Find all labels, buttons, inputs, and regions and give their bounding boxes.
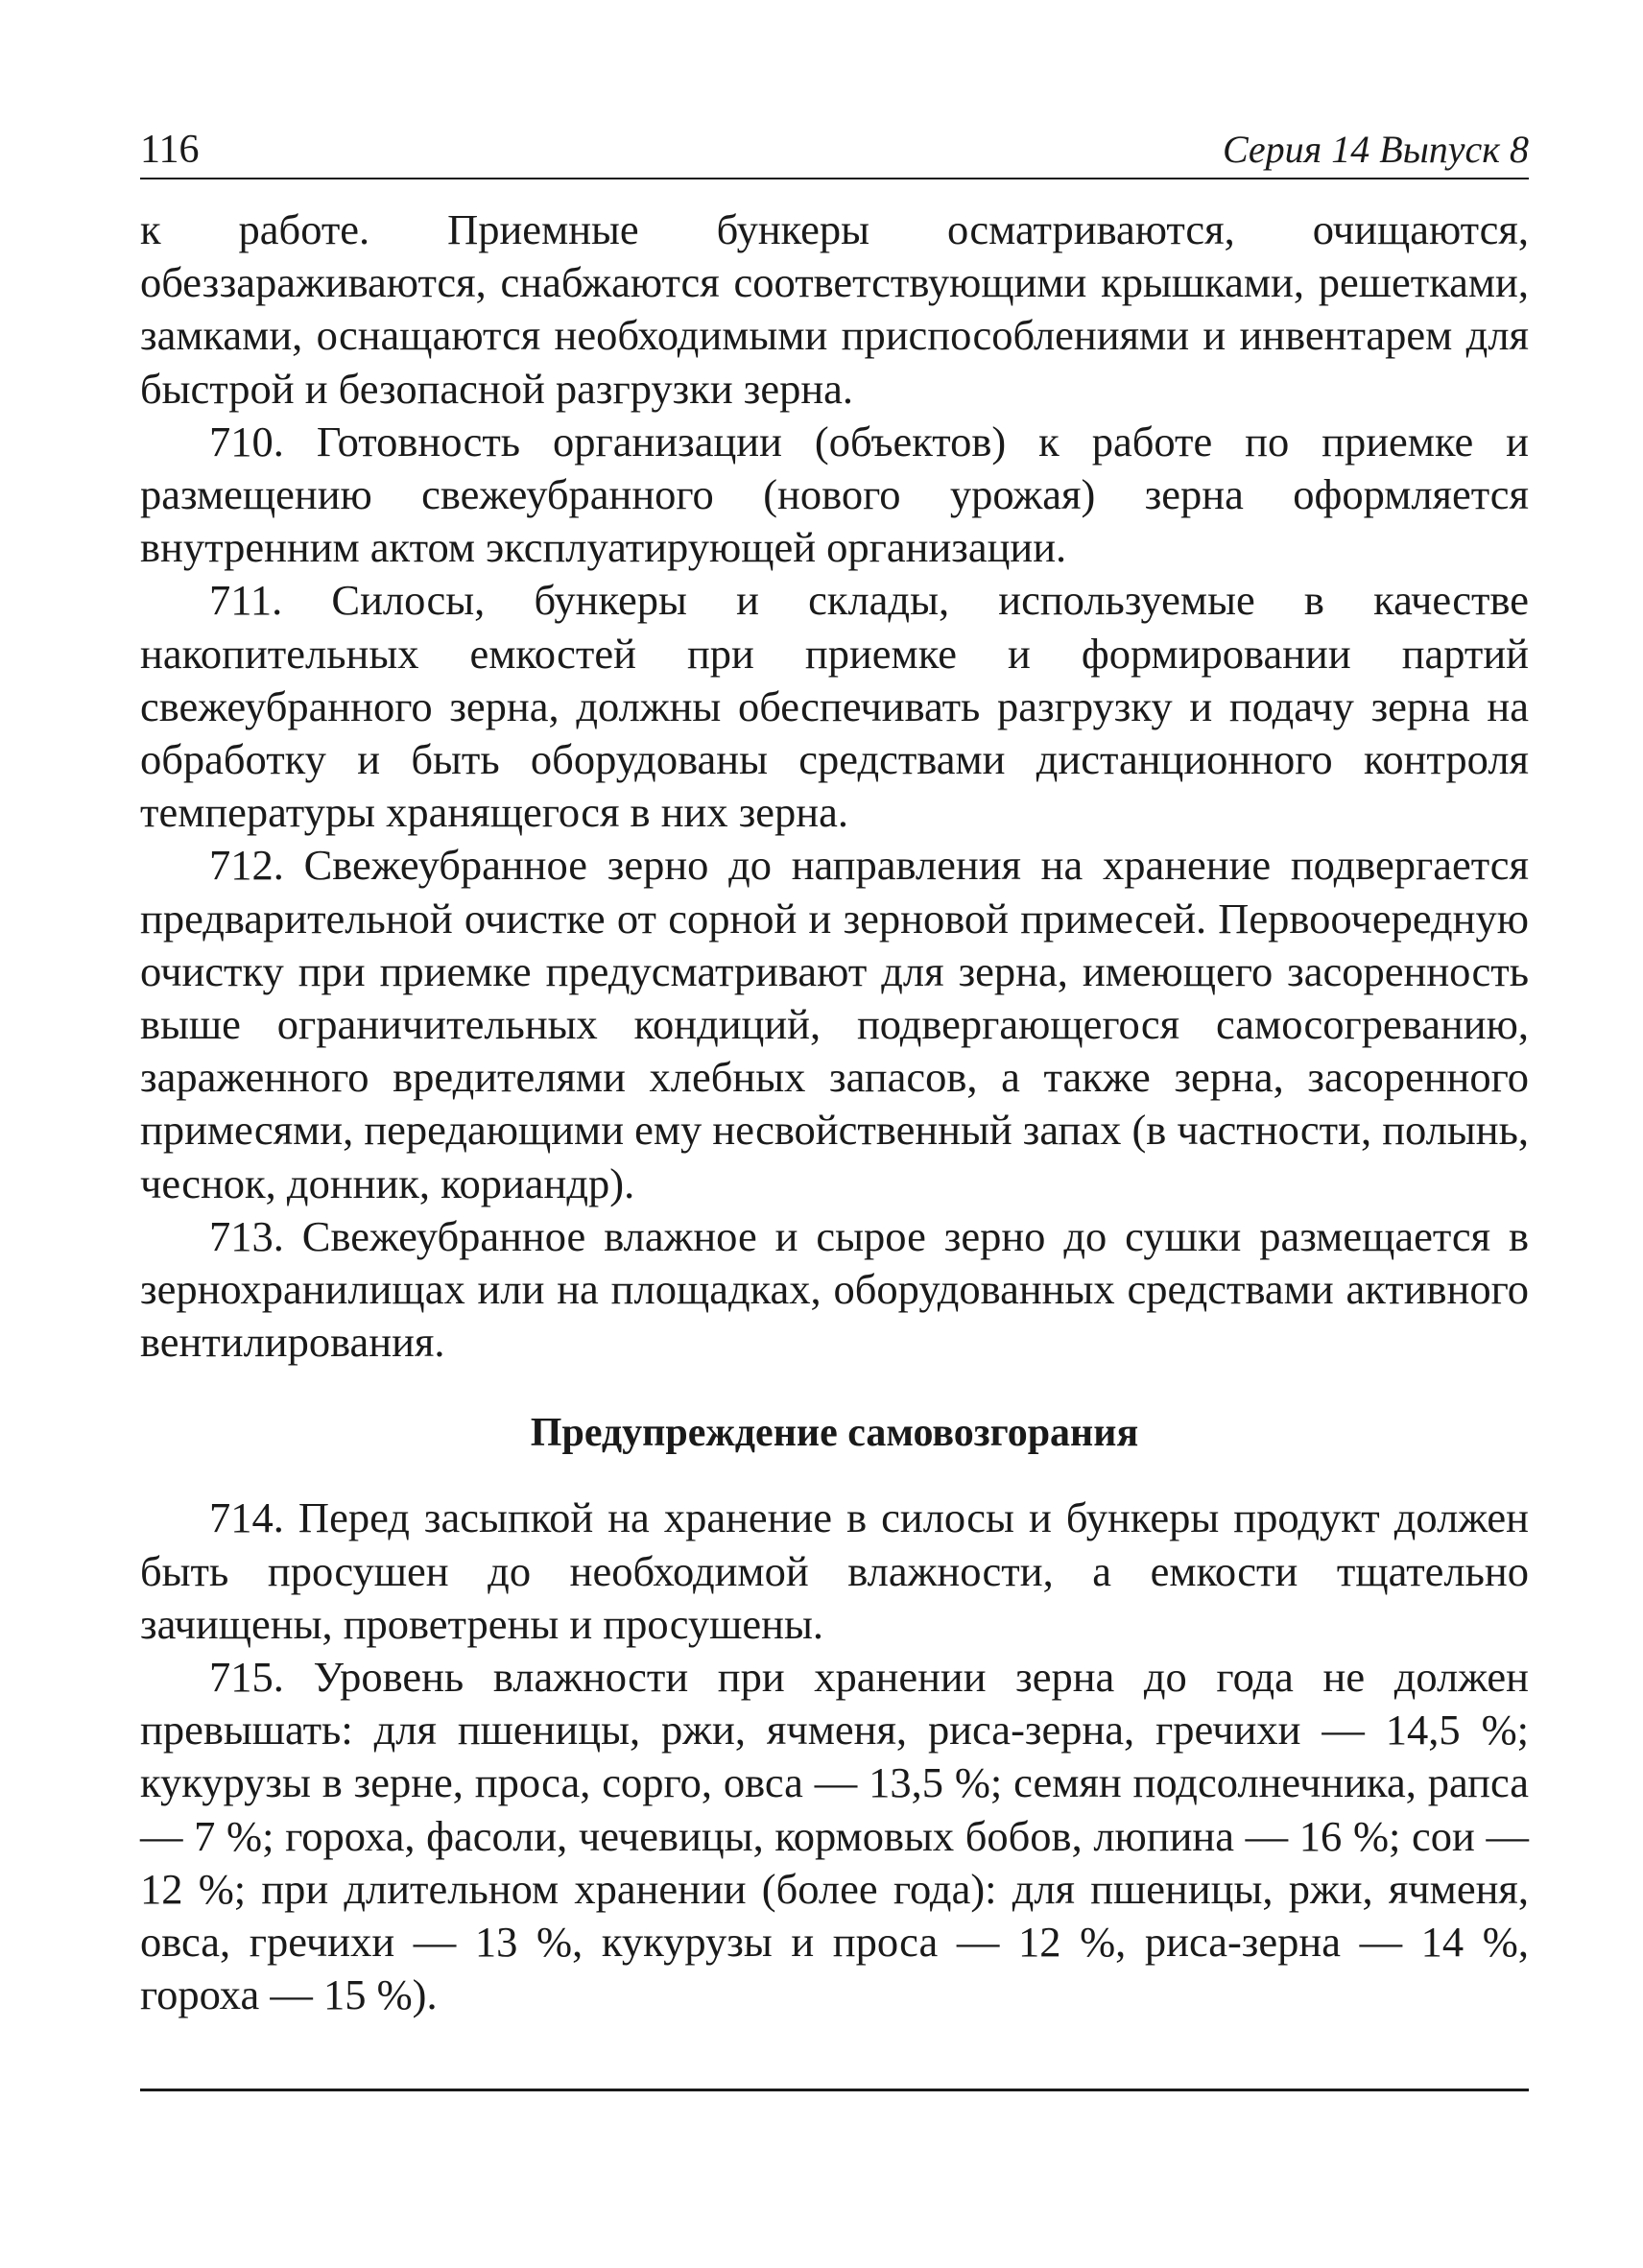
header-rule	[140, 178, 1529, 179]
paragraph-710: 710. Готовность организации (объектов) к работе по приемке и размещению свежеубранного (нового урожая) зерна оформляется внутренним актом эксплуатирующей организации.	[140, 417, 1529, 572]
paragraph-712: 712. Свежеубранное зерно до направления на хранение подвергается предварительной очистке от сорной и зерновой примесей. Первоочередную очистку при приемке предусматривают для зерна, имеющего засоренность выше ограничительных кондиций, подвергающегося самосогреванию, зараженного вредителями хлебных запасов, а также зерна, засоренного примесями, передающими ему несвойственный запах (в частности, полынь, чеснок, донник, кориандр).	[140, 841, 1530, 1207]
paragraph-continuation: к работе. Приемные бункеры осматриваются, очищаются, обеззараживаются, снабжаются соответствующими крышками, решетками, замками, оснащаются необходимыми приспособлениями и инвентарем для быстрой и безопасной разгрузки зерна.	[140, 205, 1529, 413]
page-header	[140, 123, 1529, 177]
paragraph-711: 711. Силосы, бункеры и склады, используемые в качестве накопительных емкостей при приемке и формировании партий свежеубранного зерна, должны обеспечивать разгрузку и подачу зерна на обработку и быть оборудованы средствами дистанционного контроля температуры хранящегося в них зерна.	[140, 576, 1529, 837]
page-number: 116	[140, 128, 200, 172]
text-body	[140, 203, 1529, 2022]
paragraph-714: 714. Перед засыпкой на хранение в силосы и бункеры продукт должен быть просушен до необходимой влажности, а емкости тщательно зачищены, проветрены и просушены.	[140, 1493, 1529, 1648]
paragraph-713: 713. Свежеубранное влажное и сырое зерно до сушки размещается в зернохранилищах или на площадках, оборудованных средствами активного вентилирования.	[140, 1211, 1529, 1367]
series-label: Серия 14 Выпуск 8	[1222, 128, 1529, 171]
paragraph-715: 715. Уровень влажности при хранении зерна до года не должен превышать: для пшеницы, ржи, ячменя, риса-зерна, гречихи — 14,5 %; кукурузы в зерне, проса, сорго, овса — 13,5 %; семян подсолнечника, рапса — 7 %; гороха, фасоли, чечевицы, кормовых бобов, люпина — 16 %; сои — 12 %; при длительном хранении (более года): для пшеницы, ржи, ячменя, овса, гречихи — 13 %, кукурузы и проса — 12 %, риса-зерна — 14 %, гороха — 15 %).	[140, 1653, 1529, 2019]
section-heading: Предупреждение самовозгорания	[530, 1411, 1139, 1456]
footer-rule	[140, 2089, 1529, 2091]
